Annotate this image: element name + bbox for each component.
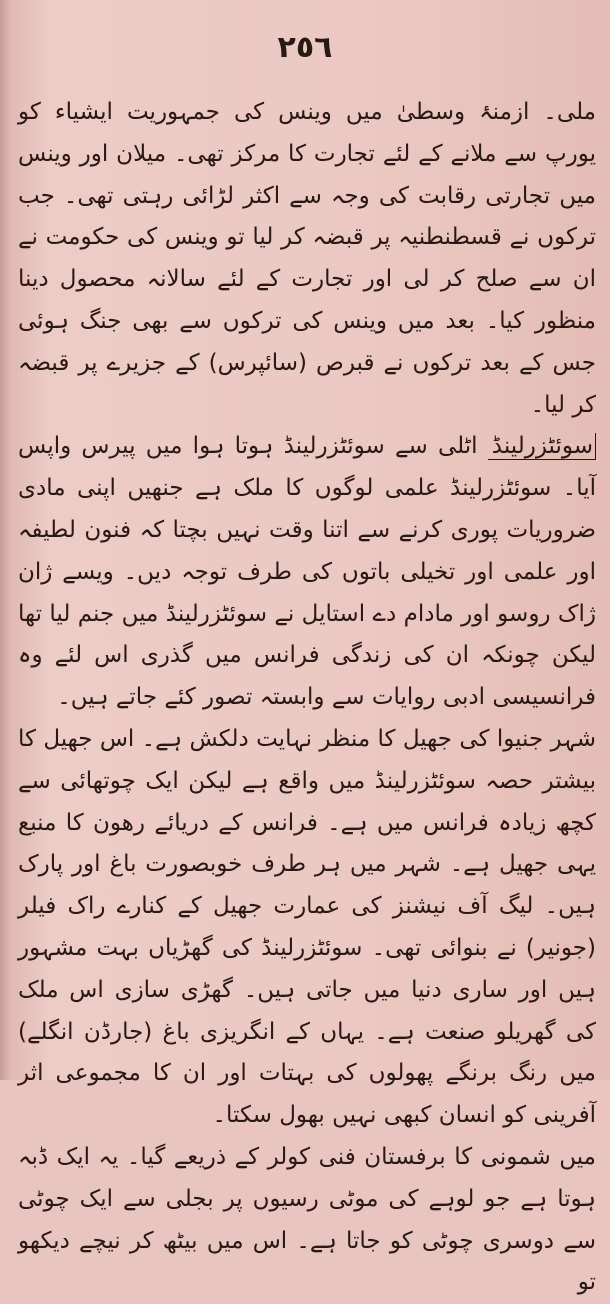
page-gutter-shadow xyxy=(0,0,10,1080)
page-number: ٢٥٦ xyxy=(277,30,333,65)
paragraph-switzerland xyxy=(18,426,596,719)
paragraph-text: ملی۔ ازمنۂ وسطیٰ میں وینس کی جمہوریت ایشیاء کو یورپ سے ملانے کے لئے تجارت کا مرکز تھی۔ میلان اور وینس میں تجارتی رقابت کی وجہ سے اکثر لڑائی رہتی تھی۔ جب ترکوں نے قسطنطنیہ پر قبضہ کر لیا تو وینس کی حکومت نے ان سے صلح کر لی اور تجارت کے لئے سالانہ محصول دینا منظور کیا۔ بعد میں وینس کی ترکوں سے بھی جنگ ہوئی جس کے بعد ترکوں نے قبرص (سائپرس) کے جزیرے پر قبضہ کر لیا۔ xyxy=(18,99,596,418)
paragraph-text: اٹلی سے سوئٹزرلینڈ ہوتا ہوا میں پیرس واپس آیا۔ سوئٹزرلینڈ علمی لوگوں کا ملک ہے جنھیں اپنی مادی ضروریات پوری کرنے سے اتنا وقت نہیں بچتا کہ فنون لطیفہ اور علمی اور تخیلی باتوں کی طرف توجہ دیں۔ ویسے ژان ژاک روسو اور مادام دے استایل نے سوئٹزرلینڈ میں جنم لیا تھا لیکن چونکہ ان کی زندگی فرانس میں گذری اس لئے وہ فرانسیسی ادبی روایات سے وابستہ تصور کئے جاتے ہیں۔ xyxy=(18,433,596,711)
page-body-text xyxy=(18,92,596,1296)
paragraph-chamonix xyxy=(18,1137,596,1304)
paragraph-geneva xyxy=(18,719,596,1137)
paragraph-text: میں شمونی کا برفستان فنی کولر کے ذریعے گیا۔ یہ ایک ڈبہ ہوتا ہے جو لوہے کی موٹی رسیوں پر بجلی سے ایک چوٹی سے دوسری چوٹی کو جاتا ہے۔ اس میں بیٹھ کر نیچے دیکھو تو xyxy=(18,1143,596,1296)
paragraph-text: شہر جنیوا کی جھیل کا منظر نہایت دلکش ہے۔ اس جھیل کا بیشتر حصہ سوئٹزرلینڈ میں واقع ہے لیکن ایک چوتھائی سے کچھ زیادہ فرانس میں ہے۔ فرانس کے دریائے رھون کا منبع یہی جھیل ہے۔ شہر میں ہر طرف خوبصورت باغ اور پارک ہیں۔ لیگ آف نیشنز کی عمارت جھیل کے کنارے راک فیلر (جونیر) نے بنوائی تھی۔ سوئٹزرلینڈ کی گھڑیاں بہت مشہور ہیں اور ساری دنیا میں جاتی ہیں۔ گھڑی سازی اس ملک کی گھریلو صنعت ہے۔ یہاں کے انگریزی باغ (جارڈن انگلے) میں رنگ برنگے پھولوں کی بہتات اور ان کا مجموعی اثر آفرینی کو انسان کبھی نہیں بھول سکتا۔ xyxy=(18,725,596,1129)
section-term-switzerland: سوئٹزرلینڈ xyxy=(488,433,596,460)
paragraph-venice xyxy=(18,92,596,426)
